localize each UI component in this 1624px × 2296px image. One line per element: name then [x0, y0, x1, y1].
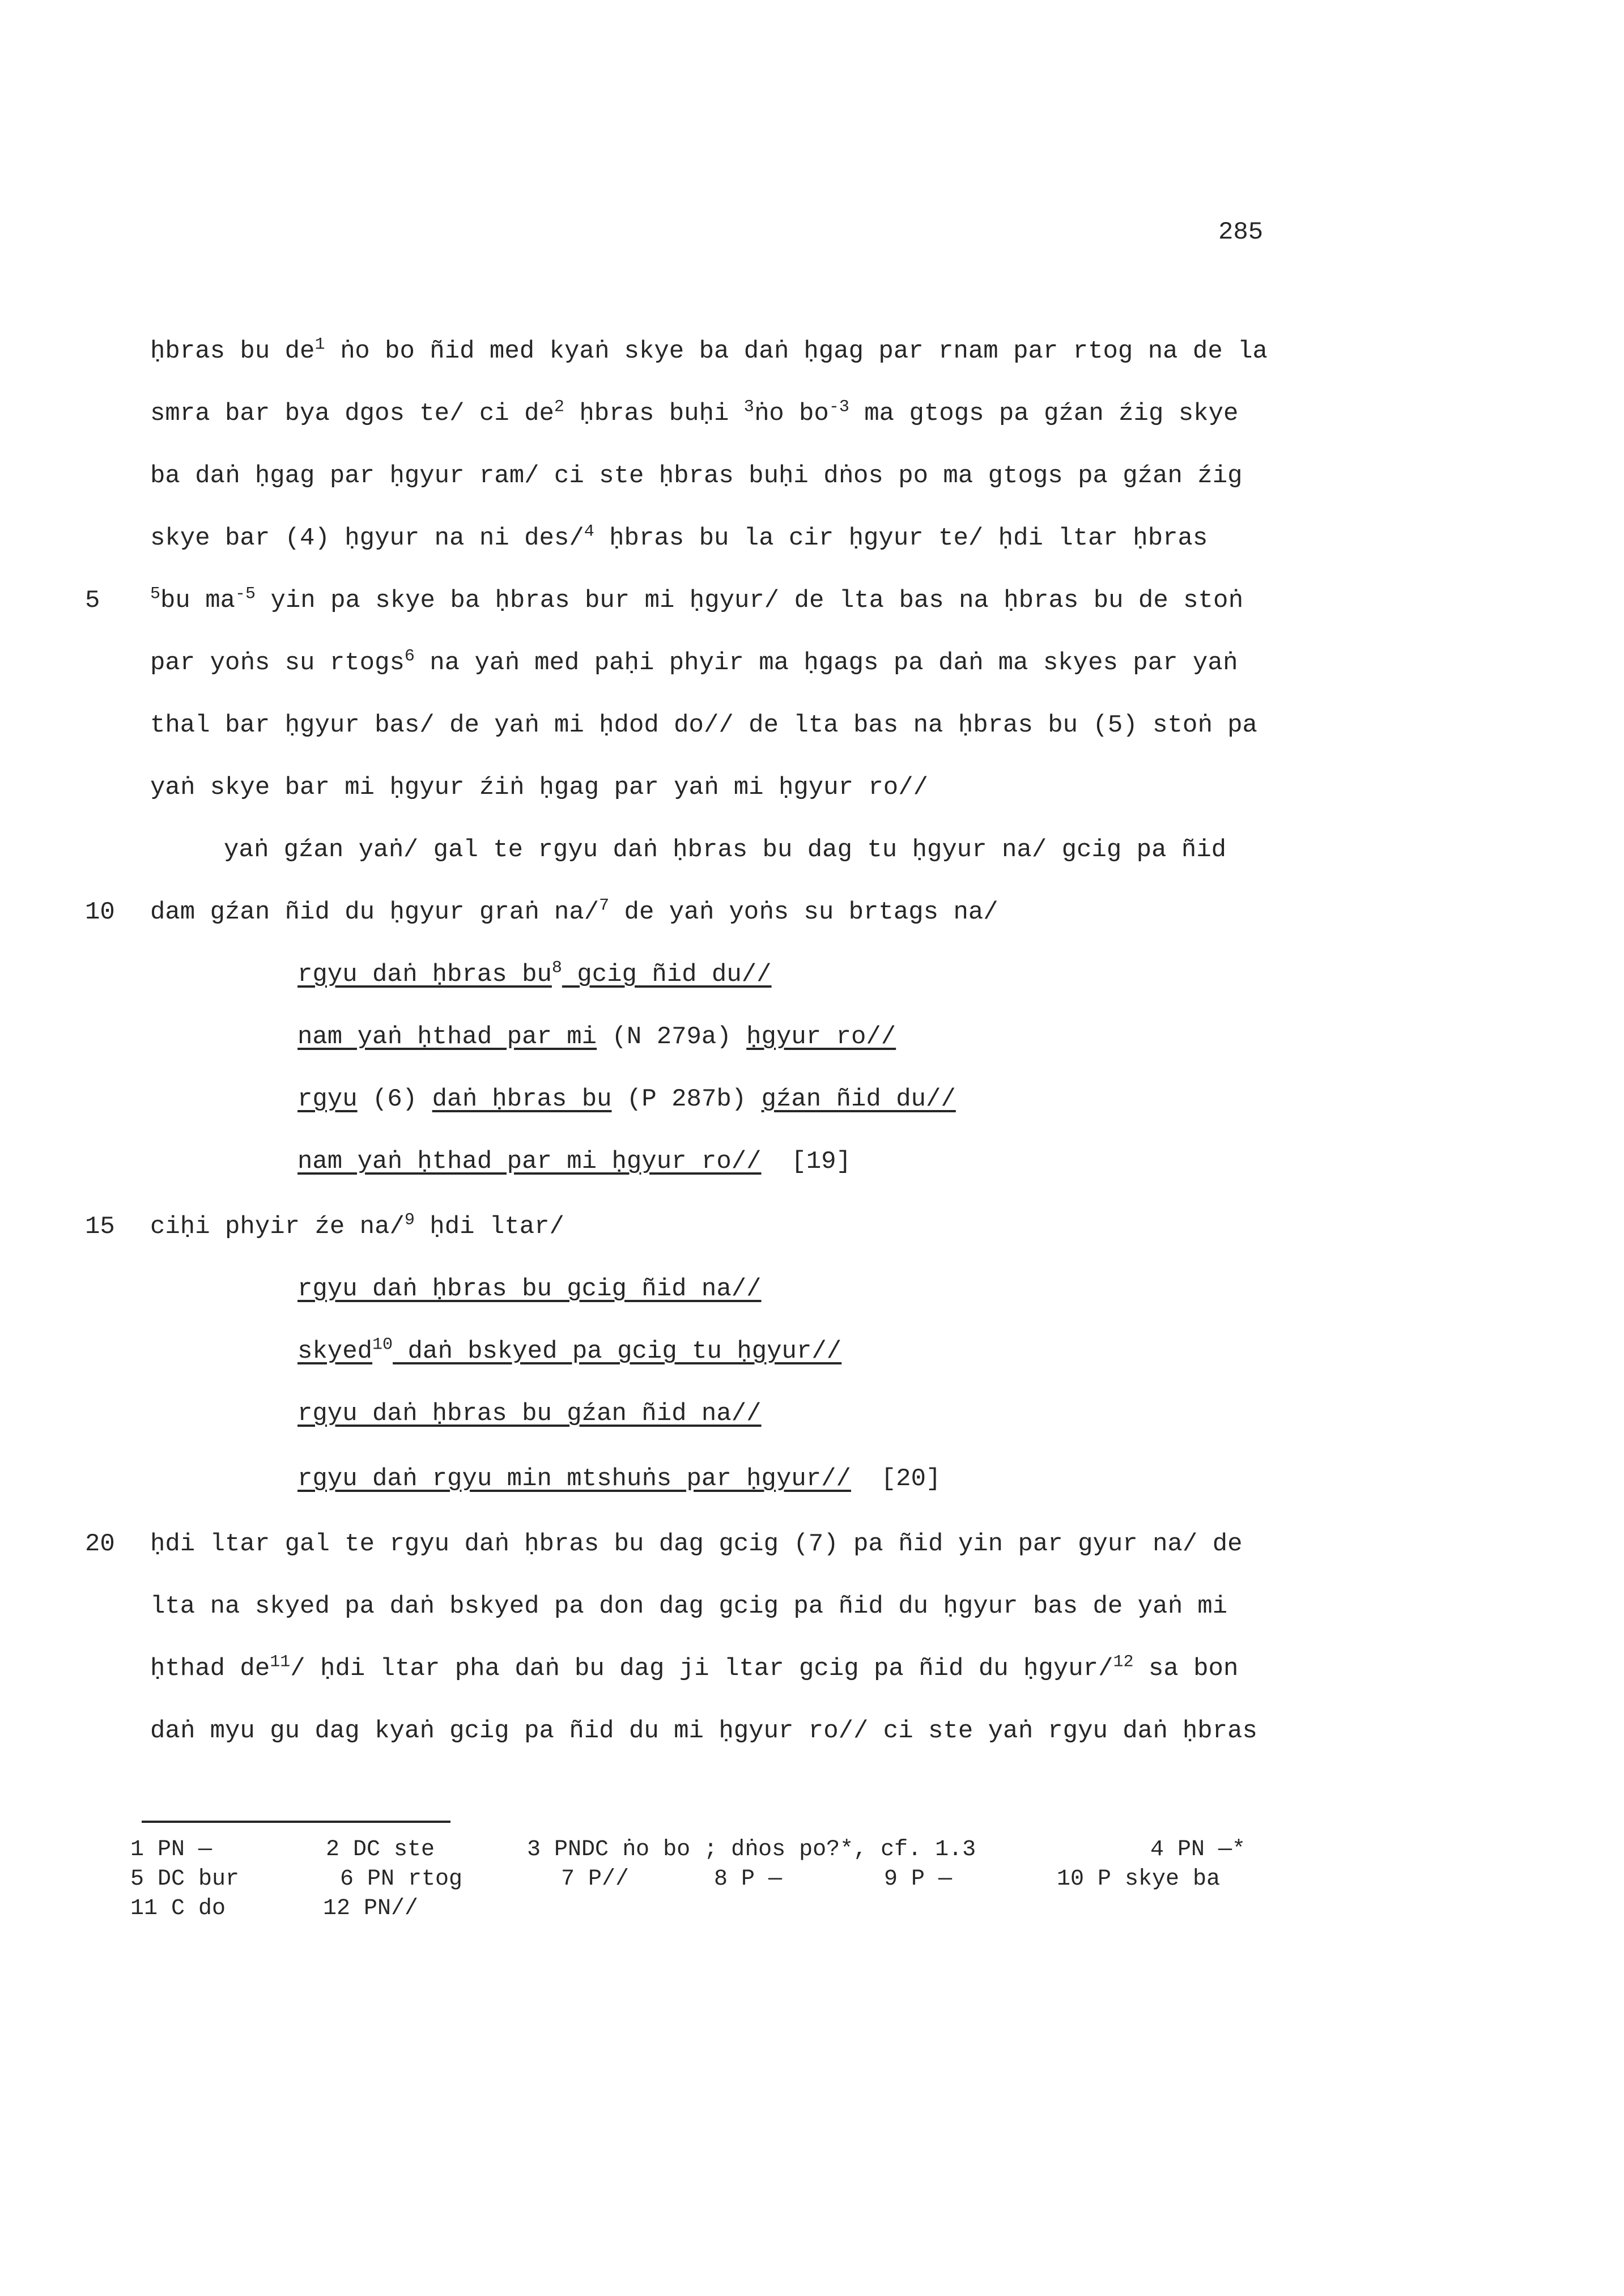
footnote-entry	[884, 1865, 952, 1894]
footnote-marker: 12	[1113, 1652, 1134, 1672]
footnote-marker: 11	[270, 1652, 291, 1672]
text-line	[150, 584, 1243, 618]
footnote-number: 3	[527, 1837, 541, 1863]
text-line	[224, 833, 1226, 867]
text-line	[150, 521, 1208, 555]
footnote-entry	[714, 1865, 782, 1894]
footnote-marker: -3	[828, 397, 849, 417]
verse-text: ḥgyur ro//	[746, 1023, 896, 1051]
text-line	[150, 1527, 1243, 1561]
text-span: ḥdi ltar/	[414, 1213, 564, 1241]
footnote-number: 1	[130, 1837, 144, 1863]
verse-text: rgyu daṅ ḥbras bu	[297, 960, 552, 989]
verse-text: daṅ bskyed pa gcig tu ḥgyur//	[393, 1337, 842, 1366]
footnote-text: PN//	[364, 1896, 419, 1921]
text-line	[150, 397, 1238, 431]
verse-line	[297, 1082, 956, 1116]
verse-line	[297, 1462, 941, 1496]
text-span: ḥbras bu la cir ḥgyur te/ ḥdi ltar ḥbras	[594, 524, 1208, 552]
line-number: 10	[85, 898, 115, 926]
footnote-text: P —	[911, 1866, 953, 1892]
verse-text: rgyu daṅ rgyu min mtshuṅs par ḥgyur//	[297, 1465, 851, 1493]
footnote-text: P//	[588, 1866, 630, 1892]
footnote-number: 9	[884, 1866, 898, 1892]
text-span: ṅo bo ñid med kyaṅ skye ba daṅ ḥgag par rnam par rtog na de la	[325, 337, 1268, 365]
footnote-entry	[130, 1895, 226, 1923]
footnote-divider	[142, 1821, 450, 1823]
footnote-marker: 8	[551, 958, 562, 978]
footnote-marker: 2	[554, 397, 564, 417]
footnote-entry	[1150, 1836, 1245, 1864]
text-span: ḥbras buḥi	[564, 399, 744, 428]
footnote-text: C do	[171, 1896, 226, 1921]
footnote-entry	[130, 1836, 212, 1864]
text-span: yin pa skye ba ḥbras bur mi ḥgyur/ de lta bas na ḥbras bu de stoṅ	[256, 586, 1243, 615]
text-span: de yaṅ yoṅs su brtags na/	[609, 898, 998, 926]
text-line	[150, 1589, 1227, 1623]
footnote-marker: 3	[743, 397, 754, 417]
text-span: daṅ myu gu dag kyaṅ gcig pa ñid du mi ḥgyur ro// ci ste yaṅ rgyu daṅ ḥbras	[150, 1717, 1257, 1745]
verse-line	[297, 1334, 841, 1368]
text-span: ma gtogs pa gźan źig skye	[849, 399, 1239, 428]
verse-text: gcig ñid du//	[562, 960, 772, 989]
footnote-marker: -5	[235, 584, 256, 604]
text-span: bu ma	[160, 586, 236, 615]
text-line	[150, 646, 1238, 680]
footnote-text: DC bur	[158, 1866, 240, 1892]
text-span: (6)	[357, 1085, 432, 1113]
text-span: (N 279a)	[597, 1023, 747, 1051]
verse-text: rgyu daṅ ḥbras bu gźan ñid na//	[297, 1400, 762, 1428]
text-span: na yaṅ med paḥi phyir ma ḥgags pa daṅ ma skyes par yaṅ	[414, 649, 1238, 677]
footnote-number: 7	[561, 1866, 575, 1892]
text-span: dam gźan ñid du ḥgyur graṅ na/	[150, 898, 600, 926]
text-span: sa bon	[1133, 1655, 1239, 1683]
line-number: 20	[85, 1530, 115, 1558]
text-span: ṅo bo	[754, 399, 829, 428]
verse-text: nam yaṅ ḥthad par mi	[297, 1023, 597, 1051]
text-span: skye bar (4) ḥgyur na ni des/	[150, 524, 584, 552]
footnote-text: DC ste	[353, 1837, 435, 1863]
footnote-marker: 4	[584, 522, 594, 542]
footnote-entry	[340, 1865, 462, 1894]
text-line	[150, 708, 1257, 742]
text-span: par yoṅs su rtogs	[150, 649, 405, 677]
footnote-marker: 9	[404, 1210, 415, 1230]
footnote-marker: 1	[314, 335, 325, 355]
footnote-number: 6	[340, 1866, 354, 1892]
footnote-number: 10	[1057, 1866, 1085, 1892]
footnote-entry	[130, 1865, 239, 1894]
text-span: / ḥdi ltar pha daṅ bu dag ji ltar gcig pa ñid du ḥgyur/	[290, 1655, 1113, 1683]
text-line	[150, 1714, 1257, 1748]
footnote-entry	[527, 1836, 976, 1864]
footnote-text: P skye ba	[1098, 1866, 1221, 1892]
text-line	[150, 334, 1268, 368]
verse-text: gźan ñid du//	[761, 1085, 956, 1113]
text-line	[150, 895, 998, 929]
text-span: ciḥi phyir źe na/	[150, 1213, 405, 1241]
verse-line	[297, 1020, 896, 1054]
verse-text: nam yaṅ ḥthad par mi ḥgyur ro//	[297, 1147, 762, 1176]
page-number: 285	[1218, 218, 1264, 246]
footnote-entry	[1057, 1865, 1220, 1894]
footnote-text: PN —*	[1177, 1837, 1246, 1863]
text-line	[150, 459, 1243, 493]
verse-text: rgyu	[297, 1085, 358, 1113]
text-span: lta na skyed pa daṅ bskyed pa don dag gcig pa ñid du ḥgyur bas de yaṅ mi	[150, 1592, 1228, 1621]
footnote-marker: 6	[404, 647, 415, 666]
verse-text: daṅ ḥbras bu	[432, 1085, 612, 1113]
text-span: ḥthad de	[150, 1655, 270, 1683]
footnote-text: PN —	[158, 1837, 212, 1863]
text-line	[150, 771, 928, 805]
verse-line	[297, 1272, 762, 1306]
verse-text: rgyu daṅ ḥbras bu gcig ñid na//	[297, 1275, 762, 1303]
text-span: smra bar bya dgos te/ ci de	[150, 399, 554, 428]
text-span: (P 287b)	[611, 1085, 762, 1113]
footnote-marker: 5	[150, 584, 161, 604]
footnote-number: 11	[130, 1896, 158, 1921]
footnote-number: 4	[1150, 1837, 1164, 1863]
footnote-text: P —	[741, 1866, 783, 1892]
text-span: yaṅ skye bar mi ḥgyur źiṅ ḥgag par yaṅ mi ḥgyur ro//	[150, 773, 929, 802]
text-line	[150, 1652, 1238, 1686]
footnote-text: PN rtog	[367, 1866, 463, 1892]
verse-line	[297, 1397, 762, 1431]
text-span: [19]	[761, 1147, 851, 1176]
verse-text: skyed	[297, 1337, 373, 1366]
footnote-entry	[323, 1895, 418, 1923]
footnote-number: 2	[326, 1837, 340, 1863]
footnote-number: 12	[323, 1896, 351, 1921]
footnote-number: 8	[714, 1866, 728, 1892]
text-span: ḥbras bu de	[150, 337, 315, 365]
footnote-marker: 10	[372, 1335, 393, 1355]
line-number: 15	[85, 1213, 115, 1241]
text-span: yaṅ gźan yaṅ/ gal te rgyu daṅ ḥbras bu dag tu ḥgyur na/ gcig pa ñid	[224, 836, 1227, 864]
footnote-number: 5	[130, 1866, 144, 1892]
footnote-entry	[561, 1865, 629, 1894]
footnote-marker: 7	[599, 896, 610, 916]
text-span: ḥdi ltar gal te rgyu daṅ ḥbras bu dag gcig (7) pa ñid yin par gyur na/ de	[150, 1530, 1243, 1558]
footnote-text: PNDC ṅo bo ; dṅos po?*, cf. 1.3	[554, 1837, 976, 1863]
footnote-entry	[326, 1836, 435, 1864]
text-span: ba daṅ ḥgag par ḥgyur ram/ ci ste ḥbras buḥi dṅos po ma gtogs pa gźan źig	[150, 462, 1243, 490]
line-number: 5	[85, 586, 100, 615]
verse-line	[297, 1145, 851, 1179]
text-line	[150, 1210, 564, 1244]
text-span: thal bar ḥgyur bas/ de yaṅ mi ḥdod do// de lta bas na ḥbras bu (5) stoṅ pa	[150, 711, 1257, 739]
text-span: [20]	[851, 1465, 941, 1493]
verse-line	[297, 958, 772, 992]
